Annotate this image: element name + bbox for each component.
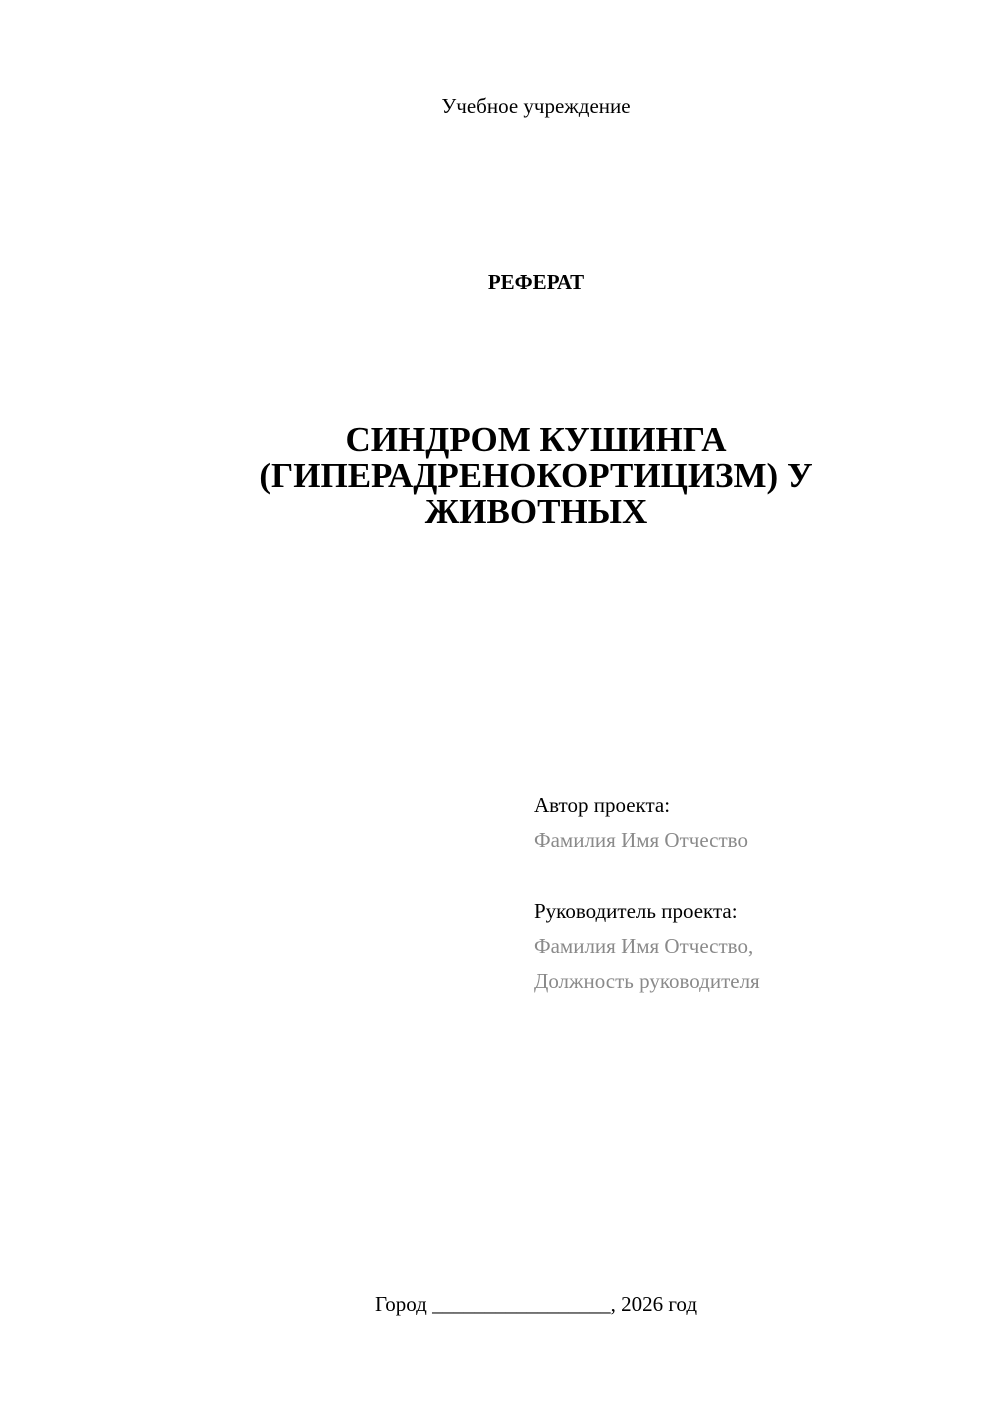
supervisor-position: Должность руководителя: [534, 969, 760, 993]
credits-block: [534, 788, 974, 999]
author-name: Фамилия Имя Отчество: [534, 828, 748, 852]
title-line: ЖИВОТНЫХ: [424, 492, 648, 531]
city-year-line: Город _________________, 2026 год: [374, 1292, 698, 1316]
supervisor-label: Руководитель проекта:: [534, 899, 738, 923]
supervisor-name: Фамилия Имя Отчество,: [534, 934, 754, 958]
title-line: СИНДРОМ КУШИНГА: [345, 420, 727, 459]
spacer: [534, 858, 974, 894]
document-type: РЕФЕРАТ: [487, 270, 585, 294]
document-title: [180, 422, 892, 530]
institution-name: Учебное учреждение: [441, 94, 631, 118]
author-label: Автор проекта:: [534, 793, 671, 817]
title-line: (ГИПЕРАДРЕНОКОРТИЦИЗМ) У: [259, 456, 813, 495]
